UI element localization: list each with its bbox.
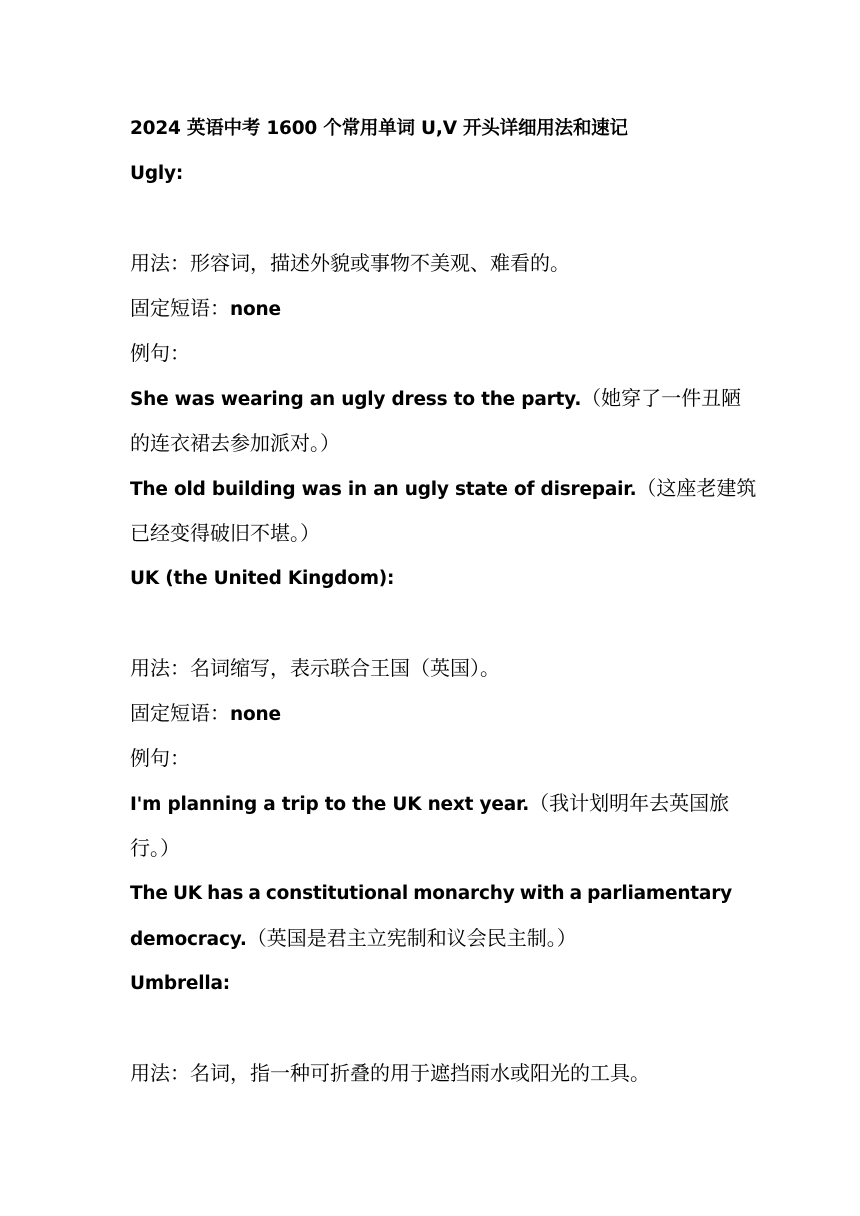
entry-phrase-uk: [130, 691, 732, 736]
phrase-label: 固定短语：: [130, 296, 230, 320]
document-title: 2024 英语中考 1600 个常用单词 U,V 开头详细用法和速记: [130, 118, 628, 139]
entry-phrase-ugly: [130, 286, 732, 331]
example-chinese: （英国是君主立宪制和议会民主制。）: [246, 926, 577, 950]
document-page: [130, 106, 757, 1096]
example-english: democracy.: [130, 929, 247, 950]
example-word: monarchy: [413, 883, 515, 904]
example-word: a: [248, 883, 261, 904]
example-sentence: [130, 916, 732, 961]
example-english: I'm planning a trip to the UK next year.: [130, 794, 530, 815]
entry-word-uk: UK (the United Kingdom):: [130, 568, 395, 589]
example-sentence: [130, 376, 742, 421]
phrase-value: none: [230, 704, 281, 725]
example-word: UK: [172, 883, 202, 904]
example-word: a: [569, 883, 582, 904]
phrase-label: 固定短语：: [130, 701, 230, 725]
example-english: She was wearing an ugly dress to the party.: [130, 389, 582, 410]
blank-line: [130, 601, 732, 646]
example-word: has: [207, 883, 244, 904]
example-word: with: [519, 883, 565, 904]
entry-word-ugly: Ugly:: [130, 163, 184, 184]
example-chinese-continued: 行。）: [130, 836, 180, 860]
example-english-justified: [130, 871, 732, 916]
example-chinese-continued: 的连衣裙去参加派对。）: [130, 431, 340, 455]
entry-example-label-uk: 例句：: [130, 746, 190, 770]
example-word: constitutional: [265, 883, 408, 904]
example-chinese: （我计划明年去英国旅: [529, 791, 730, 815]
blank-line: [130, 1006, 732, 1051]
phrase-value: none: [230, 299, 281, 320]
example-sentence: [130, 466, 757, 511]
example-word: The: [130, 883, 168, 904]
blank-line: [130, 196, 732, 241]
entry-example-label-ugly: 例句：: [130, 341, 190, 365]
entry-usage-uk: 用法：名词缩写，表示联合王国（英国）。: [130, 656, 500, 680]
example-chinese: （她穿了一件丑陋: [581, 386, 742, 410]
example-chinese: （这座老建筑: [636, 476, 757, 500]
entry-word-umbrella: Umbrella:: [130, 973, 230, 994]
example-word: parliamentary: [587, 883, 732, 904]
entry-usage-ugly: 用法：形容词，描述外貌或事物不美观、难看的。: [130, 251, 570, 275]
example-chinese-continued: 已经变得破旧不堪。）: [130, 521, 320, 545]
entry-usage-umbrella: 用法：名词，指一种可折叠的用于遮挡雨水或阳光的工具。: [130, 1061, 650, 1085]
example-english: The old building was in an ugly state of disrepair.: [130, 479, 637, 500]
example-sentence: [130, 781, 732, 826]
